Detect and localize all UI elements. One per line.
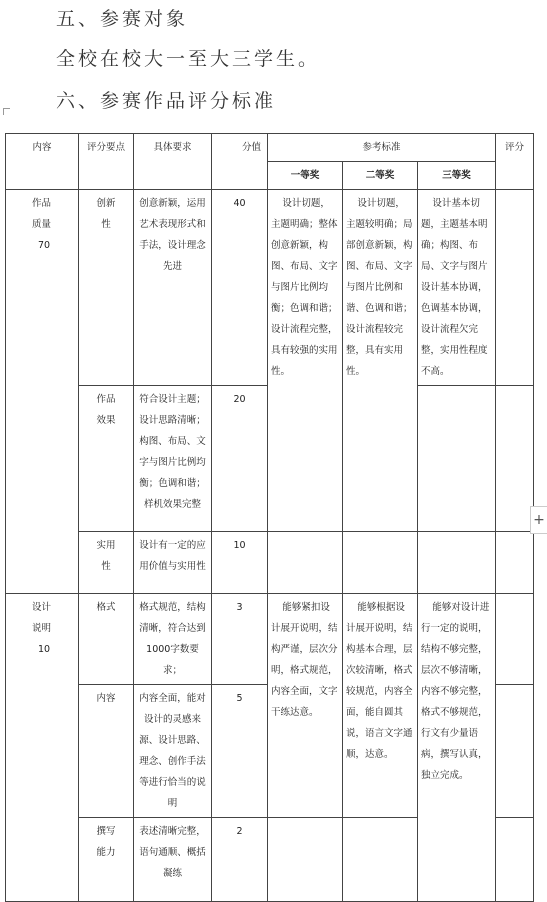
explanation-third-prize-standard: 能够对设计进行一定的说明，结构不够完整，层次不够清晰，内容不够完整，格式不够规范，行文有少量语病，撰写认真，独立完成。 (418, 594, 496, 902)
practical-second-prize-empty (343, 532, 418, 594)
rating-effect[interactable] (496, 386, 534, 532)
header-points: 评分要点 (79, 134, 134, 190)
header-first-prize: 一等奖 (268, 162, 343, 190)
point-effect (79, 386, 134, 532)
plus-icon: + (533, 512, 545, 528)
quality-third-prize-standard: 设计基本切题，主题基本明确；构图、布局、文字与图片设计基本协调，色调基本协调，设计流程欠完整，实用性程度不高。 (418, 190, 496, 386)
table-row (6, 594, 534, 685)
header-content: 内容 (6, 134, 79, 190)
requirement-effect: 符合设计主题；设计思路清晰；构图、布局、文字与图片比例均衡；色调和谐；样机效果完整 (134, 386, 212, 532)
explanation-cell (6, 594, 79, 902)
requirement-content: 内容全面，能对设计的灵感来源、设计思路、理念、创作手法等进行恰当的说明 (134, 685, 212, 818)
add-row-button[interactable] (530, 506, 547, 534)
quality-label: 作品质量 (32, 198, 52, 230)
requirement-format: 格式规范，结构清晰，符合达到1000字数要求； (134, 594, 212, 685)
rating-writing[interactable] (496, 818, 534, 902)
requirement-writing: 表述清晰完整，语句通顺、概括凝练 (134, 818, 212, 902)
section-heading-participants: 五、参赛对象 (56, 8, 189, 30)
writing-first-prize-empty (268, 818, 343, 902)
requirement-practical: 设计有一定的应用价值与实用性 (134, 532, 212, 594)
header-requirements: 具体要求 (134, 134, 212, 190)
point-content: 内容 (79, 685, 134, 818)
score-writing: 2 (212, 818, 268, 902)
explanation-label: 设计说明 (32, 602, 52, 634)
score-practical: 10 (212, 532, 268, 594)
text-boundary-mark (3, 108, 10, 115)
score-content: 5 (212, 685, 268, 818)
explanation-first-prize-standard: 能够紧扣设计展开说明，结构严谨，层次分明，格式规范，内容全面，文字干练达意。 (268, 594, 343, 818)
table-header-row (6, 134, 534, 162)
section-heading-criteria: 六、参赛作品评分标准 (56, 90, 277, 112)
rating-innovation[interactable] (496, 190, 534, 386)
point-innovation (79, 190, 134, 386)
score-innovation: 40 (212, 190, 268, 386)
point-practical-text: 实用性 (96, 540, 116, 572)
quality-second-prize-standard: 设计切题，主题较明确；局部创意新颖，构图、布局、文字与图片比例和谐、色调和谐；设计流程较完整，具有实用性。 (343, 190, 418, 532)
point-format: 格式 (79, 594, 134, 685)
point-writing-text: 撰写能力 (96, 826, 116, 858)
header-second-prize: 二等奖 (343, 162, 418, 190)
explanation-weight: 10 (38, 644, 51, 655)
explanation-second-prize-standard: 能够根据设计展开说明，结构基本合理，层次较清晰，格式较规范，内容全面，能自圆其说，语言文字通顺，达意。 (343, 594, 418, 818)
quality-first-prize-standard: 设计切题，主题明确；整体创意新颖，构图、布局、文字与图片比例均衡；色调和谐；设计流程完整，具有较强的实用性。 (268, 190, 343, 532)
header-third-prize: 三等奖 (418, 162, 496, 190)
scoring-criteria-table (5, 133, 534, 902)
rating-content[interactable] (496, 685, 534, 818)
point-effect-text: 作品效果 (96, 394, 116, 426)
participants-text: 全校在校大一至大三学生。 (56, 48, 321, 70)
table-row (6, 190, 534, 386)
quality-cell (6, 190, 79, 594)
rating-format[interactable] (496, 594, 534, 685)
table-row (6, 532, 534, 594)
point-innovation-text: 创新性 (96, 198, 116, 230)
writing-second-prize-empty (343, 818, 418, 902)
point-practical (79, 532, 134, 594)
point-writing (79, 818, 134, 902)
quality-third-prize-empty (418, 386, 496, 532)
requirement-innovation: 创意新颖，运用艺术表现形式和手法，设计理念先进 (134, 190, 212, 386)
score-format: 3 (212, 594, 268, 685)
quality-weight: 70 (38, 240, 51, 251)
header-score: 分值 (212, 134, 268, 190)
practical-first-prize-empty (268, 532, 343, 594)
rating-practical[interactable] (496, 532, 534, 594)
header-rating: 评分 (496, 134, 534, 190)
practical-third-prize-empty (418, 532, 496, 594)
header-reference: 参考标准 (268, 134, 496, 162)
score-effect: 20 (212, 386, 268, 532)
